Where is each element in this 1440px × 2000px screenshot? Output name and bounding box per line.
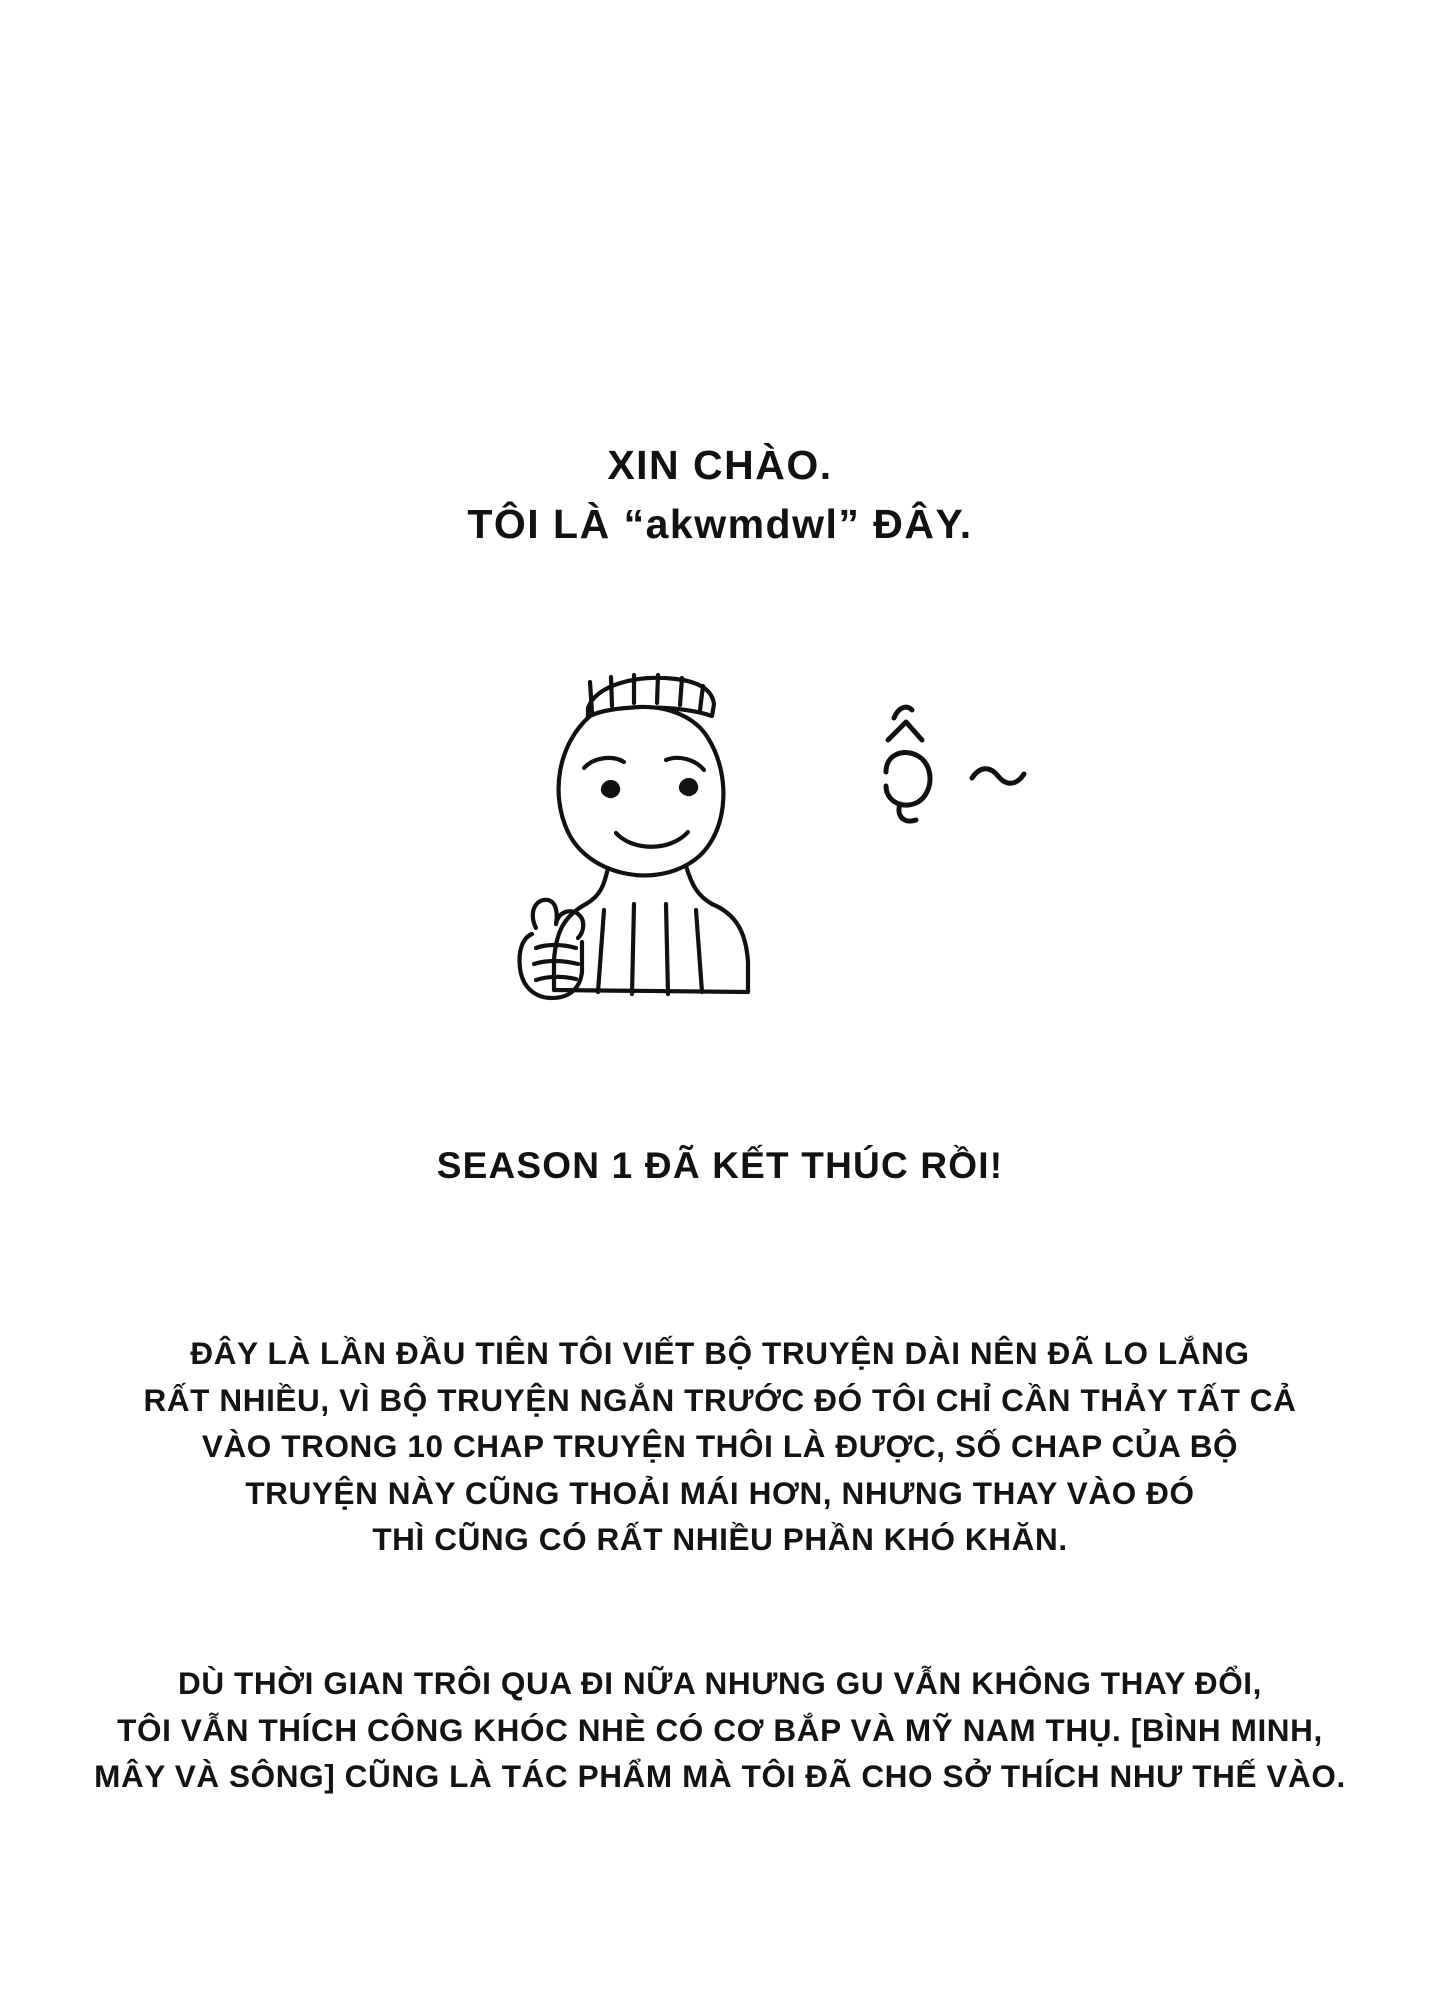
paragraph-1-line-4: TRUYỆN NÀY CŨNG THOẢI MÁI HƠN, NHƯNG THAY VÀO ĐÓ — [245, 1474, 1195, 1511]
sound-effect-glyphs — [860, 700, 1060, 840]
person-thumbs-up-drawing — [500, 660, 820, 1060]
paragraph-1-line-2: RẤT NHIỀU, VÌ BỘ TRUYỆN NGẮN TRƯỚC ĐÓ TÔI CHỈ CẦN THẢY TẤT CẢ — [143, 1381, 1297, 1418]
paragraph-2-line-3: MÂY VÀ SÔNG] CŨNG LÀ TÁC PHẨM MÀ TÔI ĐÃ CHO SỞ THÍCH NHƯ THẾ VÀO. — [94, 1758, 1346, 1795]
greeting-line-1: XIN CHÀO. — [607, 442, 833, 488]
character-illustration — [500, 660, 820, 1060]
paragraph-1 — [0, 1330, 1440, 1563]
greeting-line-2: TÔI LÀ “akwmdwl” ĐÂY. — [467, 501, 973, 548]
paragraph-1-line-3: VÀO TRONG 10 CHAP TRUYỆN THÔI LÀ ĐƯỢC, SỐ CHAP CỦA BỘ — [201, 1428, 1239, 1465]
sound-effect-text — [860, 700, 1060, 840]
paragraph-1-line-5: THÌ CŨNG CÓ RẤT NHIỀU PHẦN KHÓ KHĂN. — [372, 1521, 1068, 1558]
paragraph-2 — [0, 1660, 1440, 1800]
paragraph-2-line-2: TÔI VẪN THÍCH CÔNG KHÓC NHÈ CÓ CƠ BẮP VÀ MỸ NAM THỤ. [BÌNH MINH, — [117, 1711, 1323, 1748]
season-heading: SEASON 1 ĐÃ KẾT THÚC RỒI! — [436, 1145, 1004, 1186]
paragraph-2-line-1: DÙ THỜI GIAN TRÔI QUA ĐI NỮA NHƯNG GU VẪN KHÔNG THAY ĐỔI, — [177, 1665, 1263, 1701]
greeting-block — [0, 436, 1440, 555]
paragraph-1-line-1: ĐÂY LÀ LẦN ĐẦU TIÊN TÔI VIẾT BỘ TRUYỆN DÀI NÊN ĐÃ LO LẮNG — [190, 1335, 1250, 1371]
